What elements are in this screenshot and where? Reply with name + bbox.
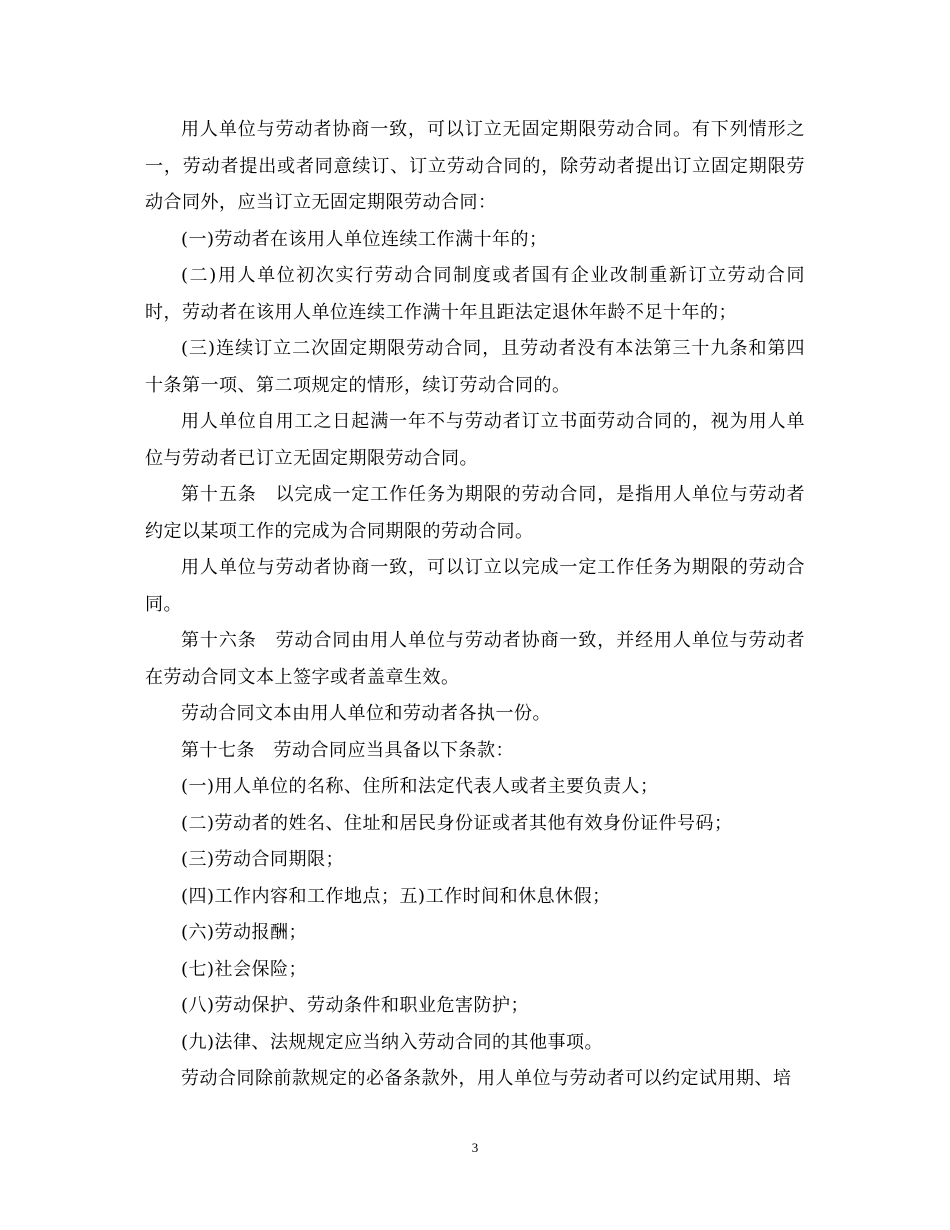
paragraph: (二)用人单位初次实行劳动合同制度或者国有企业改制重新订立劳动合同时，劳动者在该用人单位连续工作满十年且距法定退休年龄不足十年的；	[145, 265, 805, 323]
paragraph: 用人单位与劳动者协商一致，可以订立以完成一定工作任务为期限的劳动合同。	[145, 557, 805, 615]
paragraph: (三)连续订立二次固定期限劳动合同，且劳动者没有本法第三十九条和第四十条第一项、第二项规定的情形，续订劳动合同的。	[145, 338, 805, 396]
paragraph: 第十七条 劳动合同应当具备以下条款：	[181, 739, 514, 761]
paragraph: (六)劳动报酬；	[181, 922, 308, 943]
paragraph: (二)劳动者的姓名、住址和居民身份证或者其他有效身份证件号码；	[181, 812, 733, 834]
paragraph: (七)社会保险；	[181, 958, 308, 980]
paragraph: 劳动合同文本由用人单位和劳动者各执一份。	[181, 703, 551, 724]
paragraph: (八)劳动保护、劳动条件和职业危害防护；	[181, 995, 530, 1016]
paragraph: 用人单位与劳动者协商一致，可以订立无固定期限劳动合同。有下列情形之一，劳动者提出或者同意续订、订立劳动合同的，除劳动者提出订立固定期限劳动合同外，应当订立无固定期限劳动合同：	[145, 119, 805, 213]
paragraph: 用人单位自用工之日起满一年不与劳动者订立书面劳动合同的，视为用人单位与劳动者已订立无固定期限劳动合同。	[145, 411, 805, 469]
paragraph: 第十五条 以完成一定工作任务为期限的劳动合同，是指用人单位与劳动者约定以某项工作的完成为合同期限的劳动合同。	[145, 484, 805, 542]
paragraph: (一)劳动者在该用人单位连续工作满十年的；	[181, 228, 548, 250]
paragraph: (一)用人单位的名称、住所和法定代表人或者主要负责人；	[181, 776, 659, 797]
document-body	[145, 112, 805, 1098]
paragraph: 第十六条 劳动合同由用人单位与劳动者协商一致，并经用人单位与劳动者在劳动合同文本上签字或者盖章生效。	[145, 630, 805, 688]
paragraph: (三)劳动合同期限；	[181, 849, 345, 870]
page-number: 3	[471, 1140, 479, 1155]
paragraph: (九)法律、法规规定应当纳入劳动合同的其他事项。	[181, 1031, 604, 1053]
paragraph: (四)工作内容和工作地点；五)工作时间和休息休假；	[181, 885, 611, 907]
paragraph: 劳动合同除前款规定的必备条款外，用人单位与劳动者可以约定试用期、培	[181, 1068, 792, 1089]
